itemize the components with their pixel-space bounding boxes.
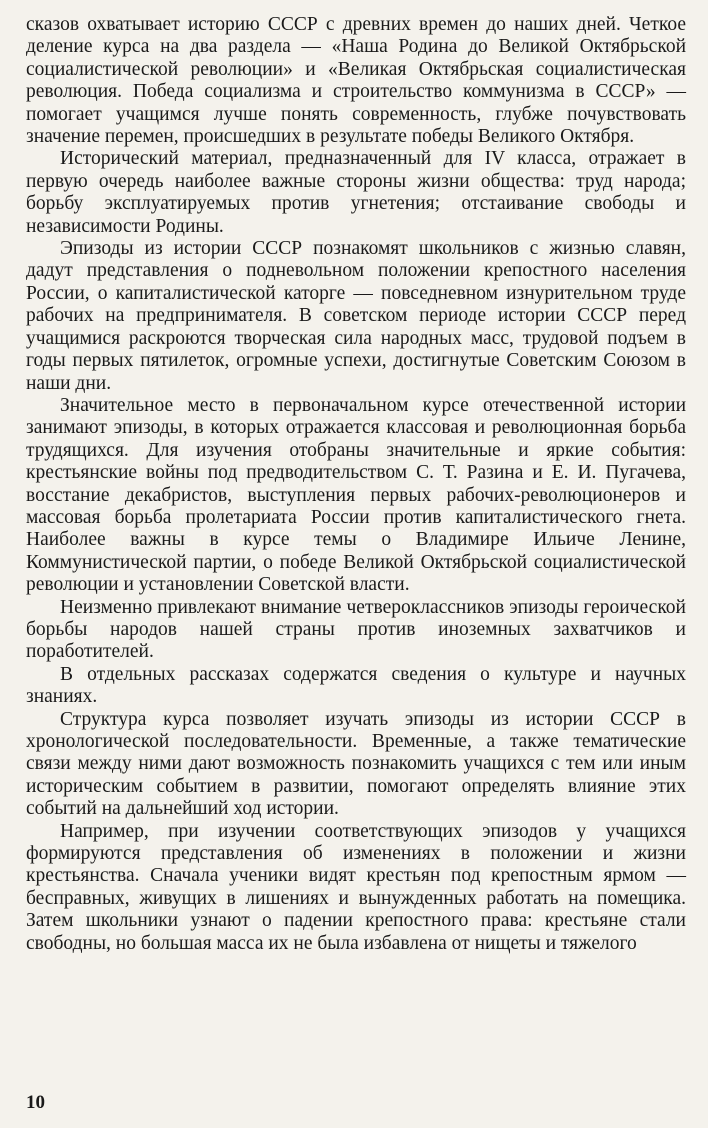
body-text	[26, 14, 686, 955]
paragraph: Значительное место в первоначальном курсе отечественной истории занимают эпизоды, в которых отражается классовая и революционная борьба трудящихся. Для изучения отобраны значительные и яркие события: крестьянские войны под предводительством С. Т. Разина и Е. И. Пугачева, восстание декабристов, выступления первых рабочих-революционеров и массовая борьба пролетариата России против капиталистического гнета. Наиболее важны в курсе темы о Владимире Ильиче Ленине, Коммунистической партии, о победе Великой Октябрьской социалистической революции и установлении Советской власти.	[26, 394, 686, 596]
paragraph: Эпизоды из истории СССР познакомят школьников с жизнью славян, дадут представления о подневольном положении крепостного населения России, о капиталистической каторге — повседневном изнурительном труде рабочих на предпринимателя. В советском периоде истории СССР перед учащимися раскроются творческая сила народных масс, трудовой подъем в годы первых пятилеток, огромные успехи, достигнутые Советским Союзом в наши дни.	[26, 238, 686, 394]
paragraph: Исторический материал, предназначенный для IV класса, отражает в первую очередь наиболее важные стороны жизни общества: труд народа; борьбу эксплуатируемых против угнетения; отстаивание свободы и независимости Родины.	[26, 148, 686, 237]
paragraph: В отдельных рассказах содержатся сведения о культуре и научных знаниях.	[26, 663, 686, 708]
paragraph-continuation: сказов охватывает историю СССР с древних времен до наших дней. Четкое деление курса на два раздела — «Наша Родина до Великой Октябрьской социалистической революции» и «Великая Октябрьская социалистическая революция. Победа социализма и строительство коммунизма в СССР» — помогает учащимся лучше понять современность, глубже почувствовать значение перемен, происшедших в результате победы Великого Октября.	[26, 14, 686, 148]
page-number: 10	[26, 1092, 45, 1113]
paragraph: Например, при изучении соответствующих эпизодов у учащихся формируются представления об изменениях в положении и жизни крестьянства. Сначала ученики видят крестьян под крепостным ярмом — бесправных, живущих в лишениях и вынужденных работать на помещика. Затем школьники узнают о падении крепостного права: крестьяне стали свободны, но большая масса их не была избавлена от нищеты и тяжелого	[26, 820, 686, 954]
paragraph: Структура курса позволяет изучать эпизоды из истории СССР в хронологической последовательности. Временные, а также тематические связи между ними дают возможность познакомить учащихся с тем или иным историческим событием в развитии, помогают определять влияние этих событий на дальнейший ход истории.	[26, 708, 686, 820]
paragraph: Неизменно привлекают внимание четвероклассников эпизоды героической борьбы народов нашей страны против иноземных захватчиков и поработителей.	[26, 596, 686, 663]
